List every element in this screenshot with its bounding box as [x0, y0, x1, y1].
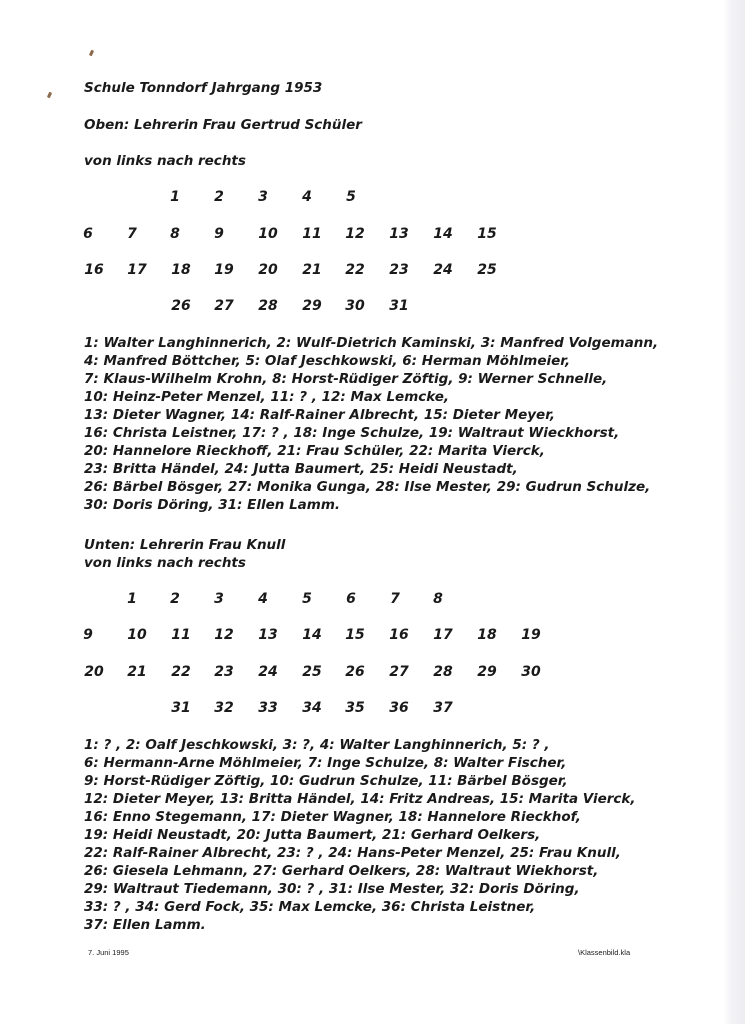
- grid-number: 31: [171, 700, 191, 716]
- grid-number: 18: [171, 262, 191, 278]
- grid-number: 31: [389, 298, 409, 314]
- name-line: 29: Waltraut Tiedemann, 30: ? , 31: Ilse Mester, 32: Doris Döring,: [84, 881, 580, 897]
- name-line: 7: Klaus-Wilhelm Krohn, 8: Horst-Rüdiger Zöftig, 9: Werner Schnelle,: [84, 371, 608, 387]
- name-line: 16: Christa Leistner, 17: ? , 18: Inge Schulze, 19: Waltraut Wieckhorst,: [84, 425, 620, 441]
- name-line: 13: Dieter Wagner, 14: Ralf-Rainer Albrecht, 15: Dieter Meyer,: [84, 407, 556, 423]
- name-line: 1: ? , 2: Oalf Jeschkowski, 3: ?, 4: Walter Langhinnerich, 5: ? ,: [84, 737, 550, 753]
- name-line: 9: Horst-Rüdiger Zöftig, 10: Gudrun Schulze, 11: Bärbel Bösger,: [84, 773, 568, 789]
- grid-number: 24: [433, 262, 453, 278]
- top-teacher-caption: Oben: Lehrerin Frau Gertrud Schüler: [84, 117, 362, 133]
- grid-number: 4: [258, 591, 268, 607]
- name-line: 26: Bärbel Bösger, 27: Monika Gunga, 28: Ilse Mester, 29: Gudrun Schulze,: [84, 479, 651, 495]
- name-line: 19: Heidi Neustadt, 20: Jutta Baumert, 21: Gerhard Oelkers,: [84, 827, 541, 843]
- grid-number: 16: [389, 627, 409, 643]
- grid-number: 15: [477, 226, 497, 242]
- grid-number: 21: [302, 262, 322, 278]
- grid-number: 1: [127, 591, 137, 607]
- grid-number: 5: [302, 591, 312, 607]
- name-line: 12: Dieter Meyer, 13: Britta Händel, 14: Fritz Andreas, 15: Marita Vierck,: [84, 791, 636, 807]
- grid-number: 36: [389, 700, 409, 716]
- grid-number: 20: [84, 664, 104, 680]
- grid-number: 5: [346, 189, 356, 205]
- name-line: 30: Doris Döring, 31: Ellen Lamm.: [84, 497, 341, 513]
- grid-number: 27: [389, 664, 409, 680]
- bottom-direction-caption: von links nach rechts: [84, 555, 246, 571]
- grid-number: 24: [258, 664, 278, 680]
- grid-number: 23: [389, 262, 409, 278]
- grid-number: 14: [433, 226, 453, 242]
- grid-number: 32: [214, 700, 234, 716]
- grid-number: 4: [302, 189, 312, 205]
- grid-number: 25: [477, 262, 497, 278]
- grid-number: 21: [127, 664, 147, 680]
- grid-number: 22: [345, 262, 365, 278]
- name-line: 1: Walter Langhinnerich, 2: Wulf-Dietrich Kaminski, 3: Manfred Volgemann,: [84, 335, 659, 351]
- grid-number: 20: [258, 262, 278, 278]
- paper-speck: [89, 50, 94, 57]
- grid-number: 9: [214, 226, 224, 242]
- grid-number: 22: [171, 664, 191, 680]
- grid-number: 11: [171, 627, 191, 643]
- grid-number: 3: [258, 189, 268, 205]
- grid-number: 23: [214, 664, 234, 680]
- grid-number: 28: [258, 298, 278, 314]
- grid-number: 17: [127, 262, 147, 278]
- page-edge-shadow: [723, 0, 745, 1024]
- grid-number: 12: [345, 226, 365, 242]
- name-line: 26: Giesela Lehmann, 27: Gerhard Oelkers, 28: Waltraut Wiekhorst,: [84, 863, 599, 879]
- footer-date: 7. Juni 1995: [88, 948, 129, 957]
- grid-number: 6: [83, 226, 93, 242]
- name-line: 16: Enno Stegemann, 17: Dieter Wagner, 18: Hannelore Rieckhof,: [84, 809, 581, 825]
- grid-number: 14: [302, 627, 322, 643]
- document-title: Schule Tonndorf Jahrgang 1953: [84, 80, 323, 96]
- grid-number: 10: [258, 226, 278, 242]
- grid-number: 30: [521, 664, 541, 680]
- grid-number: 19: [521, 627, 541, 643]
- grid-number: 10: [127, 627, 147, 643]
- grid-number: 18: [477, 627, 497, 643]
- name-line: 33: ? , 34: Gerd Fock, 35: Max Lemcke, 36: Christa Leistner,: [84, 899, 536, 915]
- grid-number: 13: [258, 627, 278, 643]
- grid-number: 2: [214, 189, 224, 205]
- grid-number: 34: [302, 700, 322, 716]
- grid-number: 9: [83, 627, 93, 643]
- name-line: 4: Manfred Böttcher, 5: Olaf Jeschkowski, 6: Herman Möhlmeier,: [84, 353, 571, 369]
- grid-number: 11: [302, 226, 322, 242]
- footer-filename: \Klassenbild.kla: [578, 948, 631, 957]
- grid-number: 35: [345, 700, 365, 716]
- name-line: 37: Ellen Lamm.: [84, 917, 206, 933]
- name-line: 20: Hannelore Rieckhoff, 21: Frau Schüler, 22: Marita Vierck,: [84, 443, 545, 459]
- grid-number: 8: [170, 226, 180, 242]
- grid-number: 6: [346, 591, 356, 607]
- grid-number: 7: [390, 591, 400, 607]
- grid-number: 29: [302, 298, 322, 314]
- grid-number: 29: [477, 664, 497, 680]
- grid-number: 19: [214, 262, 234, 278]
- name-line: 10: Heinz-Peter Menzel, 11: ? , 12: Max Lemcke,: [84, 389, 450, 405]
- grid-number: 1: [170, 189, 180, 205]
- grid-number: 28: [433, 664, 453, 680]
- grid-number: 33: [258, 700, 278, 716]
- grid-number: 16: [84, 262, 104, 278]
- bottom-teacher-caption: Unten: Lehrerin Frau Knull: [84, 537, 286, 553]
- grid-number: 17: [433, 627, 453, 643]
- grid-number: 7: [127, 226, 137, 242]
- grid-number: 3: [214, 591, 224, 607]
- name-line: 23: Britta Händel, 24: Jutta Baumert, 25: Heidi Neustadt,: [84, 461, 518, 477]
- grid-number: 8: [433, 591, 443, 607]
- top-direction-caption: von links nach rechts: [84, 153, 246, 169]
- paper-speck: [47, 92, 52, 99]
- grid-number: 37: [433, 700, 453, 716]
- name-line: 22: Ralf-Rainer Albrecht, 23: ? , 24: Hans-Peter Menzel, 25: Frau Knull,: [84, 845, 621, 861]
- grid-number: 13: [389, 226, 409, 242]
- name-line: 6: Hermann-Arne Möhlmeier, 7: Inge Schulze, 8: Walter Fischer,: [84, 755, 567, 771]
- grid-number: 12: [214, 627, 234, 643]
- grid-number: 2: [170, 591, 180, 607]
- grid-number: 30: [345, 298, 365, 314]
- grid-number: 26: [171, 298, 191, 314]
- grid-number: 26: [345, 664, 365, 680]
- grid-number: 15: [345, 627, 365, 643]
- grid-number: 25: [302, 664, 322, 680]
- grid-number: 27: [214, 298, 234, 314]
